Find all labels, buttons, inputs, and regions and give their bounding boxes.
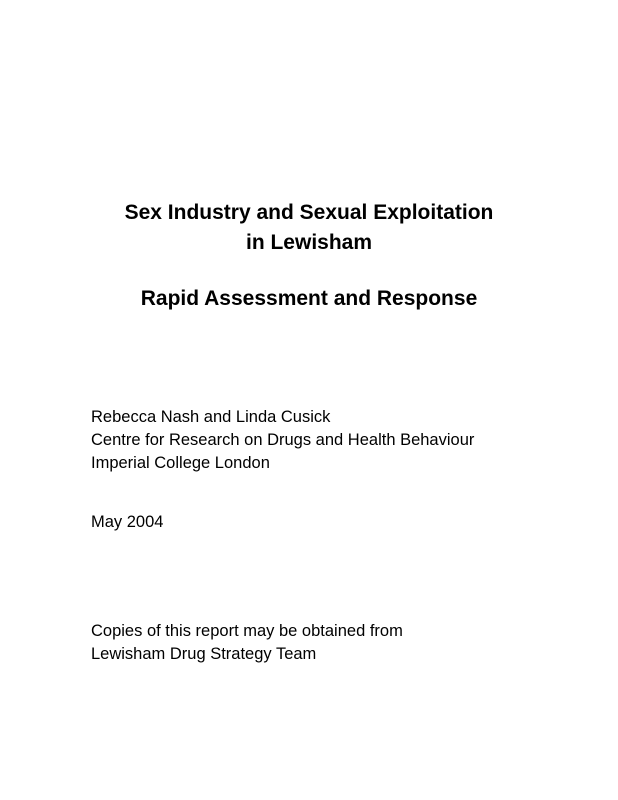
- document-title: [0, 198, 618, 258]
- copies-line-1: Copies of this report may be obtained from: [91, 622, 403, 640]
- copies-line-2: Lewisham Drug Strategy Team: [91, 645, 317, 663]
- author-centre: Centre for Research on Drugs and Health Behaviour: [91, 431, 475, 449]
- publication-date: [91, 511, 163, 534]
- title-line-2: in Lewisham: [245, 231, 373, 254]
- author-block: [91, 406, 474, 475]
- date-text: May 2004: [91, 513, 164, 531]
- author-names: Rebecca Nash and Linda Cusick: [91, 408, 331, 426]
- document-subtitle: Rapid Assessment and Response: [140, 287, 478, 310]
- copies-notice: [91, 620, 403, 666]
- title-line-1: Sex Industry and Sexual Exploitation: [124, 201, 494, 224]
- author-institution: Imperial College London: [91, 454, 270, 472]
